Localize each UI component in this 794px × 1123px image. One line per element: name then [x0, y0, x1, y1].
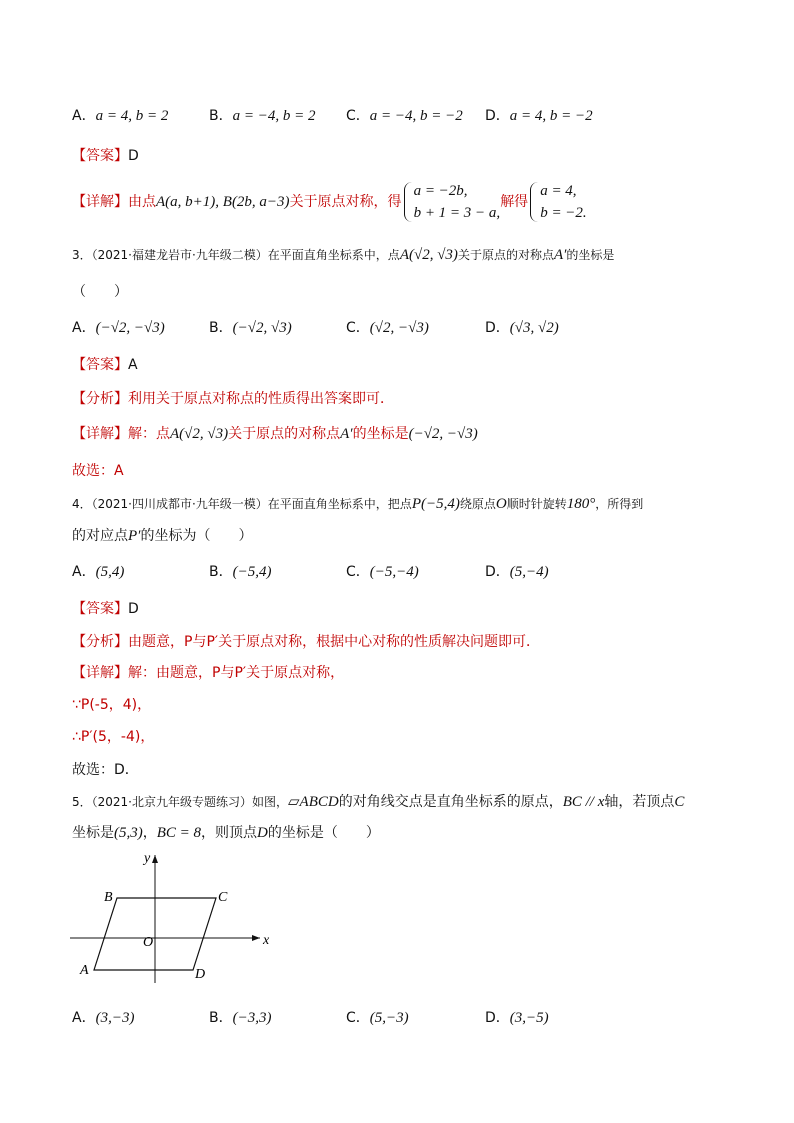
stem-text: ，	[142, 825, 157, 841]
option-label: A．	[72, 108, 96, 124]
stem-math: O	[495, 496, 507, 512]
q3-blank: （ ）	[72, 284, 128, 300]
answer-tag: 【答案】	[72, 357, 128, 373]
option-label: B．	[209, 320, 233, 336]
stem-math: P(−5,4)	[411, 496, 460, 512]
stem-text: ，所得到	[595, 497, 644, 511]
q4-choose: 故选：D．	[72, 762, 139, 778]
detail-math: A(√2, √3)	[170, 426, 229, 442]
q3-detail	[72, 424, 478, 444]
q5-stem-line1	[72, 792, 684, 812]
detail-text: 解：由题意，P与P′关于原点对称，	[128, 665, 345, 681]
q4-stem-line1	[72, 494, 643, 514]
stem-math: C	[674, 794, 685, 810]
stem-text: 的对应点	[72, 528, 128, 544]
stem-math: BC // x	[562, 794, 605, 810]
answer-tag: 【答案】	[72, 601, 128, 617]
option-text: (5,4)	[95, 564, 125, 580]
option-text: a = −4, b = 2	[232, 108, 316, 124]
option-label: B．	[209, 108, 233, 124]
option-label: C．	[346, 564, 370, 580]
equation-line: a = 4,	[540, 183, 577, 199]
answer-value: D	[128, 601, 139, 617]
q2-option-a	[72, 106, 168, 126]
stem-math: (5,3)	[114, 825, 143, 841]
option-text: (3,−3)	[95, 1010, 135, 1026]
analysis-text: 利用关于原点对称点的性质得出答案即可．	[128, 391, 394, 407]
detail-tag: 【详解】	[72, 426, 128, 442]
q3-analysis	[72, 389, 394, 409]
option-text: a = 4, b = −2	[509, 108, 593, 124]
q2-detail	[72, 180, 587, 224]
stem-math: BC = 8	[156, 825, 202, 841]
detail-text: 由点	[128, 194, 156, 210]
stem-text: 3．（2021·福建龙岩市·九年级二模）在平面直角坐标系中，点	[72, 248, 400, 262]
q4-analysis	[72, 632, 540, 652]
equation-system-1	[402, 180, 501, 224]
q3-option-b	[209, 318, 292, 338]
q4-answer	[72, 599, 139, 619]
q2-option-d	[485, 106, 593, 126]
vertex-c-label: C	[218, 890, 228, 905]
detail-tag: 【详解】	[72, 665, 128, 681]
detail-text: 关于原点的对称点	[228, 426, 341, 442]
option-label: A．	[72, 564, 96, 580]
analysis-text: 由题意，P与P′关于原点对称，根据中心对称的性质解决问题即可．	[128, 634, 541, 650]
detail-text: 解：点	[128, 426, 170, 442]
detail-text: 解得	[500, 194, 529, 210]
option-label: C．	[346, 1010, 370, 1026]
stem-text: 顺时针旋转	[506, 497, 567, 511]
q4-option-d	[485, 562, 549, 582]
stem-math: A′	[553, 247, 567, 263]
q4-option-b	[209, 562, 271, 582]
q3-option-a	[72, 318, 165, 338]
stem-math: 180°	[566, 496, 596, 512]
option-text: (5,−3)	[369, 1010, 409, 1026]
detail-math: A(a, b+1), B(2b, a−3)	[156, 194, 290, 210]
option-label: D．	[485, 320, 510, 336]
option-text: (3,−5)	[509, 1010, 549, 1026]
stem-math: ▱ABCD	[288, 794, 339, 810]
option-text: (√2, −√3)	[369, 320, 429, 336]
answer-tag: 【答案】	[72, 148, 128, 164]
option-text: (5,−4)	[509, 564, 549, 580]
option-label: D．	[485, 108, 510, 124]
stem-math: D	[257, 825, 268, 841]
y-axis-arrow	[152, 855, 158, 863]
answer-value: A	[128, 357, 138, 373]
q4-step-1: ∵P(-5，4)，	[72, 697, 152, 713]
option-text: (−5,4)	[232, 564, 272, 580]
stem-text: 的坐标是（ ）	[267, 825, 380, 841]
option-label: B．	[209, 1010, 233, 1026]
q5-option-b	[209, 1008, 271, 1028]
equation-line: b = −2.	[540, 205, 587, 221]
stem-text: ，则顶点	[201, 825, 258, 841]
option-text: (−5,−4)	[369, 564, 419, 580]
answer-value: D	[128, 148, 139, 164]
q2-option-c	[346, 106, 463, 126]
option-text: (−√2, √3)	[232, 320, 292, 336]
vertex-a-label: A	[80, 963, 89, 978]
q4-stem-line2	[72, 526, 252, 546]
option-text: (√3, √2)	[509, 320, 559, 336]
option-text: a = −4, b = −2	[369, 108, 463, 124]
option-label: A．	[72, 1010, 96, 1026]
equation-line: b + 1 = 3 − a,	[413, 205, 501, 221]
option-text: (−3,3)	[232, 1010, 272, 1026]
q4-step-2: ∴P′(5，-4)，	[72, 729, 155, 745]
q3-option-c	[346, 318, 429, 338]
vertex-d-label: D	[195, 967, 206, 982]
q2-option-b	[209, 106, 315, 126]
q5-option-a	[72, 1008, 134, 1028]
stem-text: 5．（2021·北京九年级专题练习）如图，	[72, 795, 288, 809]
stem-math: P′	[128, 528, 141, 544]
stem-text: 绕原点	[459, 497, 496, 511]
stem-math: A(√2, √3)	[399, 247, 458, 263]
parallelogram-figure	[60, 845, 280, 985]
detail-math: (−√2, −√3)	[408, 426, 478, 442]
stem-text: 的对角线交点是直角坐标系的原点，	[338, 794, 563, 810]
q3-answer	[72, 355, 138, 375]
q4-option-a	[72, 562, 124, 582]
q5-option-d	[485, 1008, 549, 1028]
q3-stem	[72, 245, 614, 265]
option-label: A．	[72, 320, 96, 336]
option-label: D．	[485, 1010, 510, 1026]
x-axis-label: x	[263, 933, 270, 948]
stem-text: 的坐标是	[566, 248, 615, 262]
origin-label: O	[143, 935, 154, 950]
stem-text: 的坐标为（ ）	[140, 528, 253, 544]
option-label: B．	[209, 564, 233, 580]
equation-system-2	[528, 180, 587, 224]
q2-answer	[72, 146, 139, 166]
q3-choose: 故选：A	[72, 463, 124, 479]
q5-option-c	[346, 1008, 409, 1028]
q4-detail	[72, 663, 344, 683]
stem-text: 4．（2021·四川成都市·九年级一模）在平面直角坐标系中，把点	[72, 497, 412, 511]
option-label: C．	[346, 320, 370, 336]
stem-text: 坐标是	[72, 825, 114, 841]
vertex-b-label: B	[104, 890, 113, 905]
equation-line: a = −2b,	[413, 183, 468, 199]
analysis-tag: 【分析】	[72, 634, 128, 650]
stem-text: 关于原点的对称点	[457, 248, 554, 262]
y-axis-label: y	[144, 851, 151, 866]
option-text: a = 4, b = 2	[95, 108, 169, 124]
option-text: (−√2, −√3)	[95, 320, 165, 336]
option-label: D．	[485, 564, 510, 580]
x-axis-arrow	[252, 935, 260, 941]
detail-math: A′	[340, 426, 353, 442]
option-label: C．	[346, 108, 370, 124]
q4-option-c	[346, 562, 419, 582]
q5-stem-line2	[72, 823, 380, 843]
detail-text: 的坐标是	[352, 426, 409, 442]
stem-text: 轴，若顶点	[604, 794, 675, 810]
detail-text: 关于原点对称，得	[289, 194, 402, 210]
analysis-tag: 【分析】	[72, 391, 128, 407]
detail-tag: 【详解】	[72, 194, 128, 210]
q3-option-d	[485, 318, 559, 338]
